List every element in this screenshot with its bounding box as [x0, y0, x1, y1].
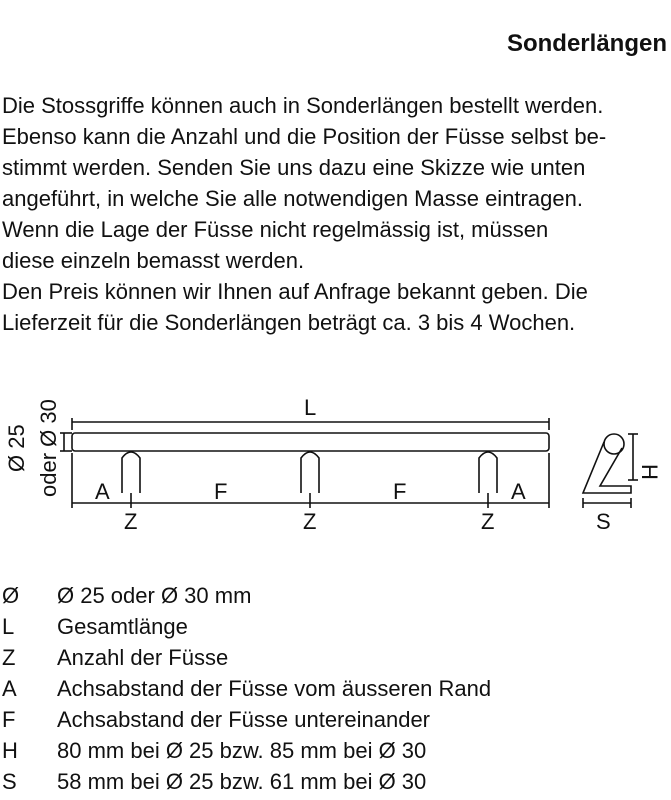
z-label-right: Z	[481, 509, 495, 534]
legend-text: 80 mm bei Ø 25 bzw. 85 mm bei Ø 30	[57, 738, 427, 763]
s-label: S	[596, 509, 611, 534]
foot-right	[479, 452, 497, 493]
legend-text: Achsabstand der Füsse vom äusseren Rand	[57, 676, 492, 701]
paragraph-line: Ebenso kann die Anzahl und die Position der Füsse selbst be-	[2, 124, 607, 149]
legend-text: 58 mm bei Ø 25 bzw. 61 mm bei Ø 30	[57, 769, 427, 794]
legend-symbol: Z	[2, 645, 16, 670]
paragraph-line: Wenn die Lage der Füsse nicht regelmässig ist, müssen	[2, 217, 549, 242]
paragraph-line: angeführt, in welche Sie alle notwendigen Masse eintragen.	[2, 186, 583, 211]
a-label-right: A	[511, 479, 526, 504]
legend-text: Ø 25 oder Ø 30 mm	[57, 583, 252, 608]
diameter-alt-label: oder Ø 30	[36, 399, 61, 497]
legend-row	[2, 766, 491, 797]
side-view-leg	[583, 442, 631, 493]
legend-symbol: A	[2, 676, 17, 701]
paragraph-line: Den Preis können wir Ihnen auf Anfrage bekannt geben. Die	[2, 279, 588, 304]
h-label: H	[637, 464, 662, 480]
legend-row	[2, 673, 491, 704]
legend-row	[2, 611, 491, 642]
paragraph-line: stimmt werden. Senden Sie uns dazu eine Skizze wie unten	[2, 155, 586, 180]
f-label-right: F	[393, 479, 407, 504]
foot-left	[122, 452, 140, 493]
diameter-label: Ø 25	[4, 424, 29, 472]
page-title: Sonderlängen	[506, 30, 667, 57]
handle-bar	[72, 433, 549, 451]
legend-symbol: H	[2, 738, 18, 763]
paragraph-line: diese einzeln bemasst werden.	[2, 248, 305, 273]
legend-row	[2, 580, 491, 611]
legend-symbol: L	[2, 614, 15, 639]
legend-row	[2, 735, 491, 766]
legend-row	[2, 704, 491, 735]
paragraph-line: Lieferzeit für die Sonderlängen beträgt ca. 3 bis 4 Wochen.	[2, 310, 576, 335]
legend-symbol: Ø	[2, 583, 20, 608]
handle-diagram	[0, 380, 671, 570]
paragraph-line: Die Stossgriffe können auch in Sonderlängen bestellt werden.	[2, 93, 604, 118]
length-label: L	[304, 395, 317, 420]
legend-text: Gesamtlänge	[57, 614, 188, 639]
foot-middle	[301, 452, 319, 493]
f-label-left: F	[214, 479, 228, 504]
legend-symbol: S	[2, 769, 17, 794]
a-label-left: A	[95, 479, 110, 504]
description-paragraph	[2, 90, 671, 338]
z-label-middle: Z	[303, 509, 317, 534]
z-label-left: Z	[124, 509, 138, 534]
legend-symbol: F	[2, 707, 16, 732]
legend-row	[2, 642, 491, 673]
legend-text: Anzahl der Füsse	[57, 645, 229, 670]
legend	[2, 580, 491, 797]
legend-text: Achsabstand der Füsse untereinander	[57, 707, 431, 732]
